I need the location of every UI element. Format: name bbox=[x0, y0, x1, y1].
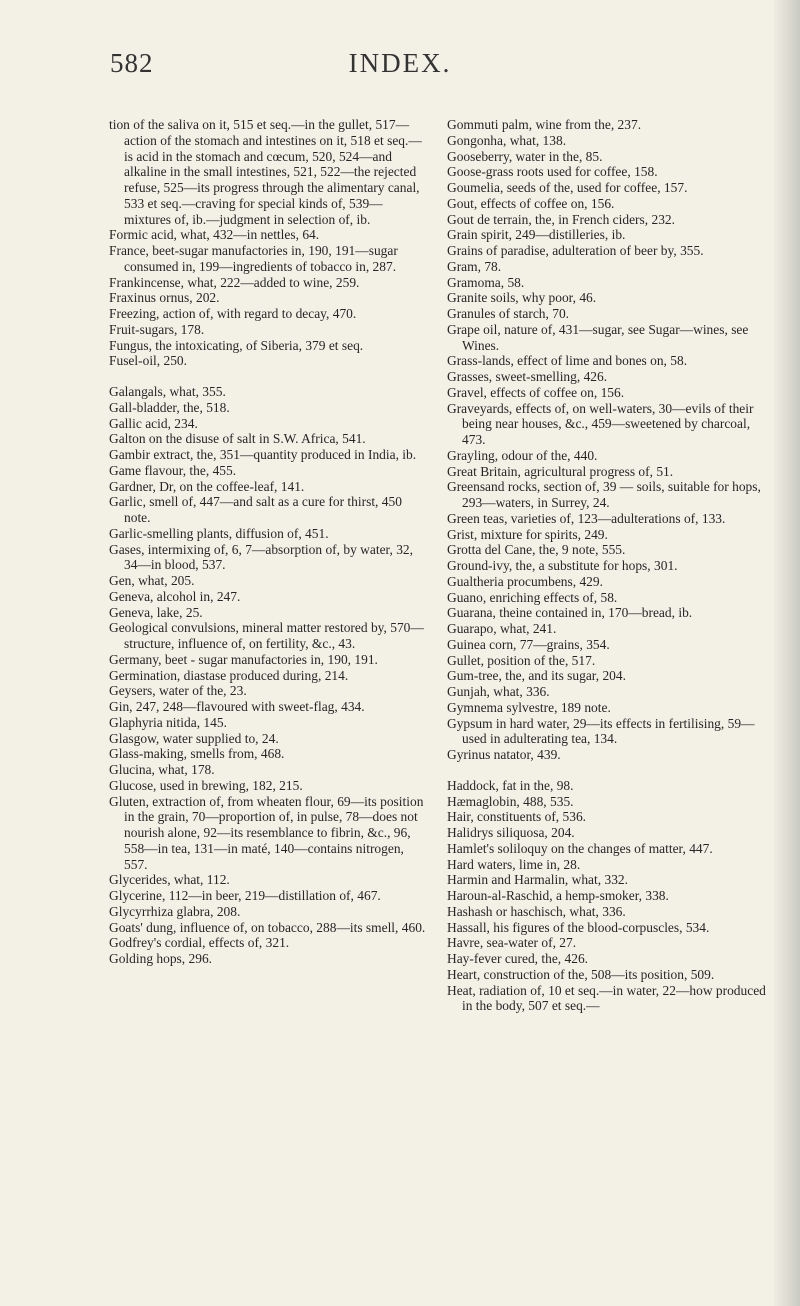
index-entry: Gunjah, what, 336. bbox=[447, 684, 550, 699]
index-entry: Formic acid, what, 432—in nettles, 64. bbox=[109, 227, 320, 243]
index-entry: Geysers, water of the, 23. bbox=[109, 683, 247, 699]
index-entry: Grotta del Cane, the, 9 note, 555. bbox=[447, 542, 626, 558]
index-entry: Gluten, extraction of, from wheaten flour, 69—its position in the grain, 70—proportion of, in pulse, 78—does not nourish alone, 92—its resemblance to fibrin, &c., 96, 558—in tea, 131—in maté, 140—contains nitrogen, 557. bbox=[109, 793, 424, 872]
index-entry: Godfrey's cordial, effects of, 321. bbox=[109, 935, 290, 951]
index-entry: Grayling, odour of the, 440. bbox=[447, 447, 598, 463]
index-entry: Grain spirit, 249—distilleries, ib. bbox=[447, 227, 626, 243]
index-entry: Gravel, effects of coffee on, 156. bbox=[447, 384, 625, 400]
index-entry: Gallic acid, 234. bbox=[109, 415, 198, 431]
index-entry: Heart, construction of the, 508—its position, 509. bbox=[447, 966, 715, 982]
index-entry: Harmin and Harmalin, what, 332. bbox=[447, 872, 628, 888]
index-entry: Gymnema sylvestre, 189 note. bbox=[447, 699, 611, 715]
index-column-left bbox=[109, 117, 429, 967]
index-entry: Gardner, Dr, on the coffee-leaf, 141. bbox=[109, 478, 305, 494]
index-entry: Garlic, smell of, 447—and salt as a cure for thirst, 450 note. bbox=[109, 494, 402, 525]
index-entry: Galangals, what, 355. bbox=[109, 384, 226, 399]
index-column-right bbox=[447, 117, 767, 1014]
index-entry: Haddock, fat in the, 98. bbox=[447, 777, 574, 793]
index-entry: France, beet-sugar manufactories in, 190, 191—sugar consumed in, 199—ingredients of tobacco in, 287. bbox=[109, 243, 398, 274]
index-entry: Goose-grass roots used for coffee, 158. bbox=[447, 164, 658, 180]
index-entry: Gongonha, what, 138. bbox=[447, 132, 567, 148]
index-entry: Gyrinus natator, 439. bbox=[447, 747, 561, 762]
index-entry: Gooseberry, water in the, 85. bbox=[447, 148, 603, 164]
index-entry: tion of the saliva on it, 515 et seq.—in the gullet, 517—action of the stomach and intestines on it, 518 et seq.—is acid in the stomach and cœcum, 520, 524—and alkaline in the small intestines, 521, 522—the rejected refuse, 525—its progress through the alimentary canal, 533 et seq.—craving for special kinds of, 539—mixtures of, ib.—judgment in selection of, ib. bbox=[109, 117, 422, 227]
index-entry: Granite soils, why poor, 46. bbox=[447, 290, 597, 306]
index-entry: Grape oil, nature of, 431—sugar, see Sugar—wines, see Wines. bbox=[447, 321, 749, 353]
index-entry: Guarana, theine contained in, 170—bread, ib. bbox=[447, 605, 693, 621]
index-entry: Glass-making, smells from, 468. bbox=[109, 746, 285, 762]
index-entry: Goats' dung, influence of, on tobacco, 288—its smell, 460. bbox=[109, 919, 426, 935]
index-entry: Glucina, what, 178. bbox=[109, 762, 215, 777]
index-entry: Golding hops, 296. bbox=[109, 951, 213, 966]
index-entry: Guinea corn, 77—grains, 354. bbox=[447, 636, 610, 652]
index-entry: Haroun-al-Raschid, a hemp-smoker, 338. bbox=[447, 888, 669, 903]
index-entry: Grasses, sweet-smelling, 426. bbox=[447, 369, 608, 384]
index-entry: Geneva, lake, 25. bbox=[109, 604, 203, 620]
index-entry: Geneva, alcohol in, 247. bbox=[109, 588, 241, 604]
index-entry: Galton on the disuse of salt in S.W. Africa, 541. bbox=[109, 431, 366, 447]
index-entry: Fruit-sugars, 178. bbox=[109, 321, 205, 337]
index-entry: Gram, 78. bbox=[447, 258, 502, 274]
index-entry: Graveyards, effects of, on well-waters, 30—evils of their being near houses, &c., 459—sweetened by charcoal, 473. bbox=[447, 400, 754, 447]
index-entry: Glycerides, what, 112. bbox=[109, 872, 230, 888]
index-entry: Gramoma, 58. bbox=[447, 274, 525, 290]
index-entry: Gullet, position of the, 517. bbox=[447, 652, 596, 668]
index-entry: Gall-bladder, the, 518. bbox=[109, 399, 230, 415]
index-entry: Game flavour, the, 455. bbox=[109, 462, 237, 478]
index-entry: Hamlet's soliloquy on the changes of matter, 447. bbox=[447, 840, 713, 856]
index-entry: Havre, sea-water of, 27. bbox=[447, 935, 577, 951]
index-entry: Glaphyria nitida, 145. bbox=[109, 714, 227, 730]
index-entry: Grains of paradise, adulteration of beer by, 355. bbox=[447, 243, 704, 258]
page-header bbox=[0, 48, 800, 88]
index-entry: Glycerine, 112—in beer, 219—distillation of, 467. bbox=[109, 888, 381, 903]
index-entry: Gen, what, 205. bbox=[109, 573, 195, 588]
running-head: INDEX. bbox=[348, 48, 452, 78]
index-entry: Gin, 247, 248—flavoured with sweet-flag, 434. bbox=[109, 699, 365, 714]
index-entry: Fusel-oil, 250. bbox=[109, 353, 188, 369]
index-entry: Gum-tree, the, and its sugar, 204. bbox=[447, 668, 626, 684]
index-entry: Frankincense, what, 222—added to wine, 259. bbox=[109, 274, 360, 290]
index-entry: Hard waters, lime in, 28. bbox=[447, 856, 581, 872]
index-entry: Fraxinus ornus, 202. bbox=[109, 290, 220, 306]
index-entry: Geological convulsions, mineral matter restored by, 570—structure, influence of, on fertility, &c., 43. bbox=[109, 620, 424, 651]
index-entry: Halidrys siliquosa, 204. bbox=[447, 825, 575, 840]
index-entry: Greensand rocks, section of, 39 — soils, suitable for hops, 293—waters, in Surrey, 24. bbox=[447, 479, 761, 510]
index-entry: Hæmaglobin, 488, 535. bbox=[447, 793, 574, 809]
index-entry: Grass-lands, effect of lime and bones on, 58. bbox=[447, 353, 688, 369]
index-entry: Garlic-smelling plants, diffusion of, 451. bbox=[109, 525, 329, 541]
index-entry: Glasgow, water supplied to, 24. bbox=[109, 730, 279, 746]
index-entry: Goumelia, seeds of the, used for coffee, 157. bbox=[447, 180, 688, 195]
page-edge-shadow bbox=[774, 0, 800, 1306]
index-entry: Hair, constituents of, 536. bbox=[447, 809, 587, 825]
index-entry: Ground-ivy, the, a substitute for hops, 301. bbox=[447, 558, 678, 573]
index-entry: Freezing, action of, with regard to decay, 470. bbox=[109, 306, 357, 321]
index-entry: Guarapo, what, 241. bbox=[447, 621, 557, 636]
page-number: 582 bbox=[110, 48, 154, 78]
index-entry: Glycyrrhiza glabra, 208. bbox=[109, 903, 241, 919]
index-entry: Gout de terrain, the, in French ciders, 232. bbox=[447, 211, 675, 227]
index-entry: Granules of starch, 70. bbox=[447, 306, 570, 321]
index-entry: Green teas, varieties of, 123—adulterations of, 133. bbox=[447, 510, 726, 526]
index-entry: Gommuti palm, wine from the, 237. bbox=[447, 117, 642, 132]
index-entry: Hashash or haschisch, what, 336. bbox=[447, 903, 626, 919]
index-entry: Germany, beet - sugar manufactories in, 190, 191. bbox=[109, 651, 378, 667]
index-entry: Glucose, used in brewing, 182, 215. bbox=[109, 777, 303, 793]
index-entry: Guano, enriching effects of, 58. bbox=[447, 589, 618, 605]
index-entry: Hay-fever cured, the, 426. bbox=[447, 951, 589, 966]
index-entry: Germination, diastase produced during, 214. bbox=[109, 667, 349, 683]
index-entry: Gypsum in hard water, 29—its effects in fertilising, 59—used in adulterating tea, 134. bbox=[447, 715, 755, 747]
index-entry: Gambir extract, the, 351—quantity produced in India, ib. bbox=[109, 447, 417, 462]
index-entry: Great Britain, agricultural progress of, 51. bbox=[447, 463, 674, 479]
index-entry: Gout, effects of coffee on, 156. bbox=[447, 195, 615, 211]
index-entry: Grist, mixture for spirits, 249. bbox=[447, 526, 608, 542]
index-entry: Heat, radiation of, 10 et seq.—in water, 22—how produced in the body, 507 et seq.— bbox=[447, 982, 766, 1014]
index-entry: Gases, intermixing of, 6, 7—absorption of, by water, 32, 34—in blood, 537. bbox=[109, 541, 413, 573]
index-entry: Gualtheria procumbens, 429. bbox=[447, 573, 603, 589]
index-entry: Hassall, his figures of the blood-corpuscles, 534. bbox=[447, 919, 710, 935]
index-entry: Fungus, the intoxicating, of Siberia, 379 et seq. bbox=[109, 337, 364, 353]
